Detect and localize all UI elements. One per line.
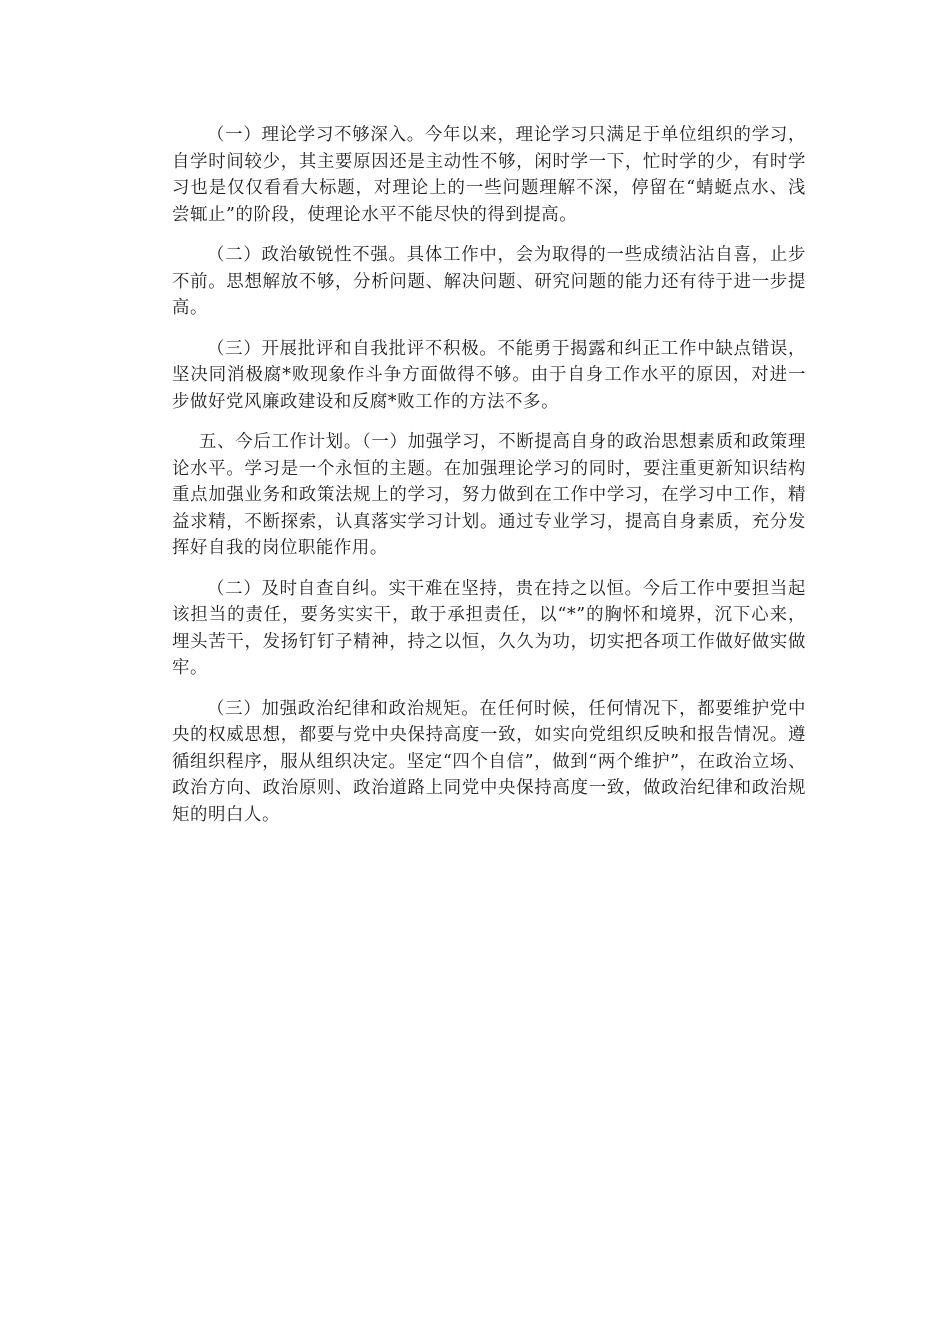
document-body	[172, 122, 806, 842]
paragraph-criticism: （三）开展批评和自我批评不积极。不能勇于揭露和纠正工作中缺点错误，坚决同消极腐*败现象作斗争方面做得不够。由于自身工作水平的原因，对进一步做好党风廉政建设和反腐*败工作的方法不多。	[172, 338, 806, 412]
paragraph-political-discipline: （三）加强政治纪律和政治规矩。在任何时候，任何情况下，都要维护党中央的权威思想，都要与党中央保持高度一致，如实向党组织反映和报告情况。遵循组织程序，服从组织决定。坚定“四个自信”，做到“两个维护”，在政治立场、政治方向、政治原则、政治道路上同党中央保持高度一致，做政治纪律和政治规矩的明白人。	[172, 698, 807, 825]
paragraph-political-sensitivity: （二）政治敏锐性不强。具体工作中，会为取得的一些成绩沾沾自喜，止步不前。思想解放不够，分析问题、解决问题、研究问题的能力还有待于进一步提高。	[172, 245, 806, 318]
paragraph-theory-study: （一）理论学习不够深入。今年以来，理论学习只满足于单位组织的学习，自学时间较少，其主要原因还是主动性不够，闲时学一下，忙时学的少，有时学习也是仅仅看看大标题，对理论上的一些问题理解不深，停留在“蜻蜓点水、浅尝辄止”的阶段，使理论水平不能尽快的得到提高。	[172, 125, 806, 225]
paragraph-future-plan: 五、今后工作计划。（一）加强学习，不断提高自身的政治思想素质和政策理论水平。学习是一个永恒的主题。在加强理论学习的同时，要注重更新知识结构重点加强业务和政策法规上的学习，努力做到在工作中学习，在学习中工作，精益求精，不断探索，认真落实学习计划。通过专业学习，提高自身素质，充分发挥好自我的岗位职能作用。	[172, 432, 806, 558]
paragraph-self-check: （二）及时自查自纠。实干难在坚持，贵在持之以恒。今后工作中要担当起该担当的责任，要务实实干，敢于承担责任，以“*”的胸怀和境界，沉下心来，埋头苦干，发扬钉钉子精神，持之以恒，久久为功，切实把各项工作做好做实做牢。	[172, 578, 806, 678]
